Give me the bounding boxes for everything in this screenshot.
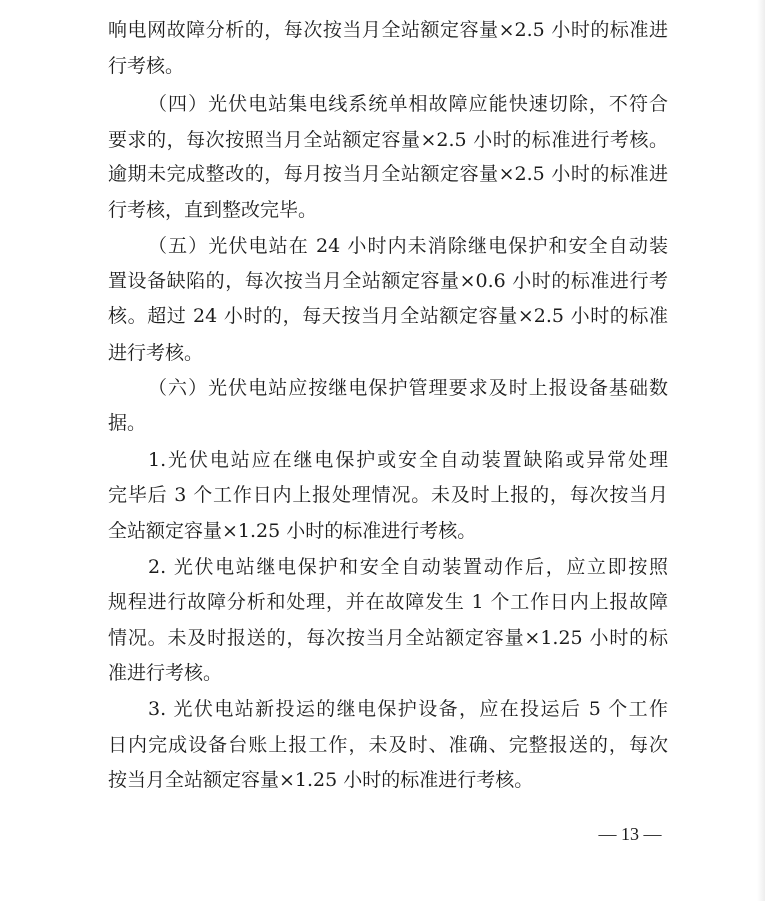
body-line: 核。超过 24 小时的，每天按当月全站额定容量×2.5 小时的标准 [108, 305, 668, 327]
section-five-heading-line: （五）光伏电站在 24 小时内未消除继电保护和安全自动装 [148, 235, 668, 257]
body-line: 进行考核。 [108, 342, 204, 364]
body-line: 规程进行故障分析和处理，并在故障发生 1 个工作日内上报故障 [108, 591, 668, 613]
body-line: 全站额定容量×1.25 小时的标准进行考核。 [108, 520, 477, 542]
body-line: 据。 [108, 412, 147, 434]
body-line: 完毕后 3 个工作日内上报处理情况。未及时上报的，每次按当月 [108, 484, 668, 506]
body-line: 行考核。 [108, 55, 185, 77]
section-six-heading-line: （六）光伏电站应按继电保护管理要求及时上报设备基础数 [148, 377, 668, 399]
page-edge-shadow [757, 0, 765, 901]
body-line: 置设备缺陷的，每次按当月全站额定容量×0.6 小时的标准进行考 [108, 270, 668, 292]
body-line: 行考核，直到整改完毕。 [108, 199, 318, 221]
section-four-heading-line: （四）光伏电站集电线系统单相故障应能快速切除，不符合 [148, 93, 668, 115]
body-line: 逾期未完成整改的，每月按当月全站额定容量×2.5 小时的标准进 [108, 163, 668, 185]
item-2-line: 2. 光伏电站继电保护和安全自动装置动作后，应立即按照 [148, 556, 668, 578]
body-line: 要求的，每次按照当月全站额定容量×2.5 小时的标准进行考核。 [108, 129, 668, 151]
item-3-line: 3. 光伏电站新投运的继电保护设备，应在投运后 5 个工作 [148, 698, 668, 720]
item-1-line: 1.光伏电站应在继电保护或安全自动装置缺陷或异常处理 [148, 449, 668, 471]
page-number: — 13 — [598, 824, 662, 844]
body-line: 日内完成设备台账上报工作，未及时、准确、完整报送的，每次 [108, 734, 668, 756]
body-line: 按当月全站额定容量×1.25 小时的标准进行考核。 [108, 769, 534, 791]
body-line: 响电网故障分析的，每次按当月全站额定容量×2.5 小时的标准进 [108, 19, 668, 41]
body-line: 情况。未及时报送的，每次按当月全站额定容量×1.25 小时的标 [108, 627, 668, 649]
body-line: 准进行考核。 [108, 662, 223, 684]
